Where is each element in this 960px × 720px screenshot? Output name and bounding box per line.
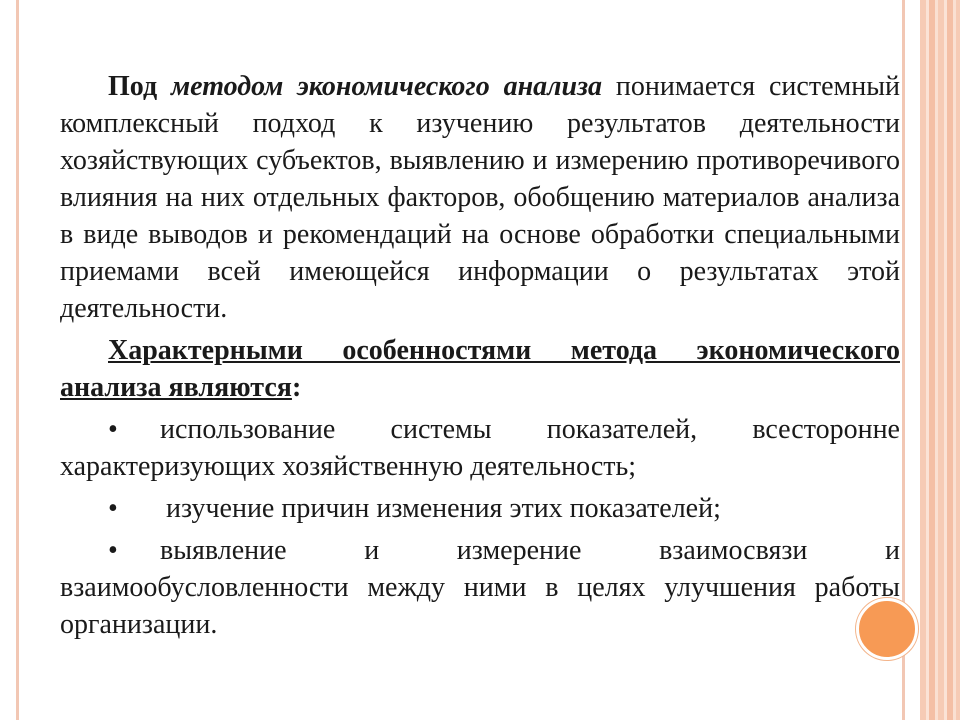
bullet-item xyxy=(60,411,900,485)
definition-lead: Под xyxy=(108,71,171,102)
bullet-item xyxy=(60,490,900,527)
features-heading xyxy=(60,332,900,406)
features-heading-text: Характерными особенностями метода экономического анализа являются xyxy=(60,335,900,403)
definition-term: методом экономического анализа xyxy=(171,71,603,102)
definition-paragraph xyxy=(60,68,900,327)
bullet-mark: • xyxy=(108,493,118,524)
slide-body xyxy=(60,68,900,643)
decorative-stripe-band xyxy=(920,0,960,720)
features-heading-colon: : xyxy=(291,372,302,403)
bullet-text: использование системы показателей, всесторонне характеризующих хозяйственную деятельность; xyxy=(60,414,900,482)
bullet-text: выявление и измерение взаимосвязи и взаимообусловленности между ними в целях улучшения работы организации. xyxy=(60,535,900,640)
definition-text: понимается системный комплексный подход к изучению результатов деятельности хозяйствующих субъектов, выявлению и измерению противоречивого влияния на них отдельных факторов, обобщению материалов анализа в виде выводов и рекомендаций на основе обработки специальными приемами всей имеющейся информации о результатах этой деятельности. xyxy=(60,71,900,324)
slide-frame-left-line xyxy=(16,0,19,720)
bullet-mark: • xyxy=(108,535,118,566)
bullet-text: изучение причин изменения этих показателей; xyxy=(166,493,721,524)
bullet-item xyxy=(60,532,900,643)
bullet-mark: • xyxy=(108,414,118,445)
